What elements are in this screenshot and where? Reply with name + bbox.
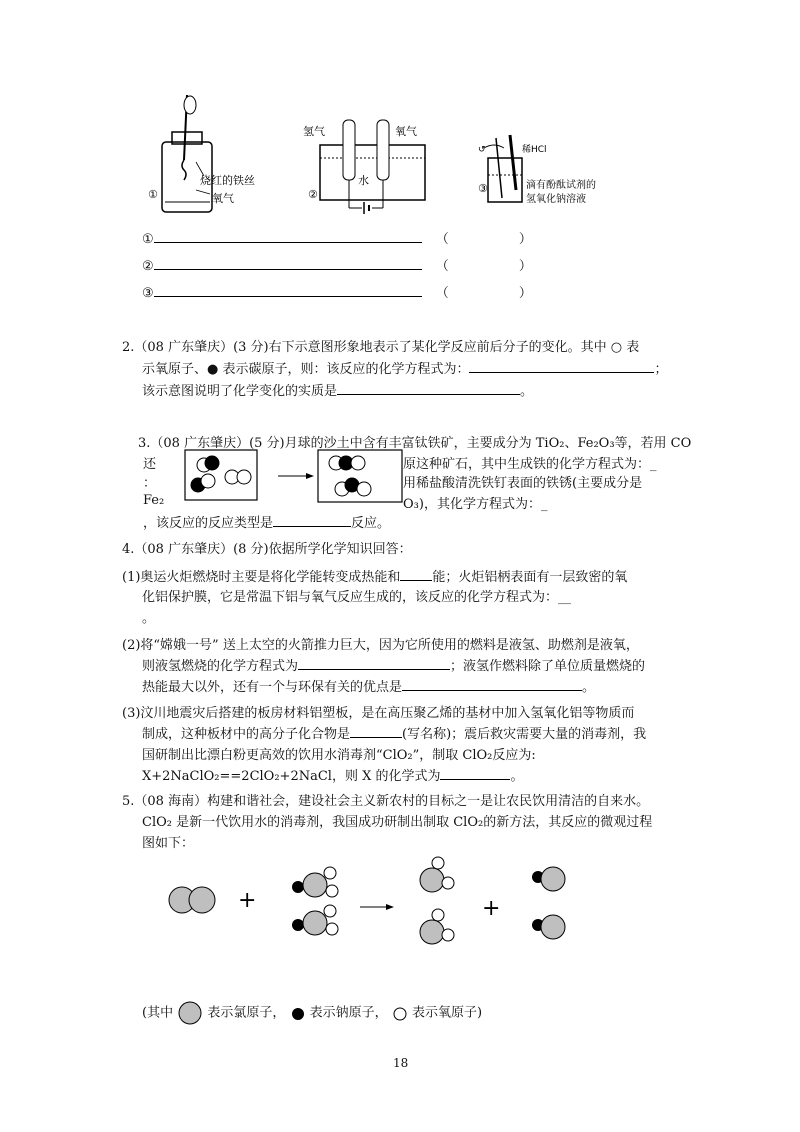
answer-line-2: ② （ ） bbox=[142, 259, 532, 274]
q5-legend: (其中 表示氯原子， 表示钠原子， 表示氧原子) bbox=[142, 1000, 482, 1026]
q4-hydrogen-equation-blank[interactable] bbox=[298, 657, 450, 670]
answer-blank[interactable] bbox=[154, 284, 422, 297]
q2-line1: 2.（08 广东肇庆）(3 分)右下示意图形象地表示了某化学反应前后分子的变化。其中 ○ 表 bbox=[122, 340, 640, 355]
fig1-number: ① bbox=[148, 188, 158, 201]
q3-left-2: ： bbox=[143, 476, 157, 491]
svg-text:↺: ↺ bbox=[478, 145, 486, 155]
electrolysis-figure bbox=[303, 120, 425, 214]
q4-advantage-blank[interactable] bbox=[402, 678, 582, 691]
neutralization-figure bbox=[478, 135, 596, 205]
q4-p3-line1: (3)汶川地震灾后搭建的板房材料铝塑板，是在高压聚乙烯的基材中加入氢氧化铝等物质而 bbox=[122, 706, 635, 721]
fig3-number: ③ bbox=[478, 182, 488, 195]
fig1-gas-label: 氧气 bbox=[212, 192, 234, 205]
q4-p1-line2: 化铝保护膜，它是常温下铝与氧气反应生成的，该反应的化学方程式为：__ bbox=[142, 590, 572, 605]
q3-reaction-type-blank[interactable] bbox=[273, 514, 351, 527]
q2-equation-blank[interactable] bbox=[469, 360, 654, 373]
answer-line-3: ③ （ ） bbox=[142, 286, 532, 301]
q4-p2-line2: 则液氢燃烧的化学方程式为 ；液氢作燃料除了单位质量燃烧的 bbox=[142, 659, 646, 674]
experiment-figures bbox=[140, 90, 596, 215]
q5-plus-1: + bbox=[238, 888, 257, 913]
q2-essence-blank[interactable] bbox=[337, 382, 520, 395]
fig1-wire-label: 烧红的铁丝 bbox=[200, 174, 255, 187]
fig3-solution-label-1: 滴有酚酞试剂的 bbox=[526, 180, 596, 191]
page-number: 18 bbox=[393, 1056, 409, 1070]
q4-p2-line1: (2)将“嫦娥一号” 送上太空的火箭推力巨大，因为它所使用的燃料是液氢、助燃剂是液氧， bbox=[122, 638, 639, 653]
q5-line2: ClO₂ 是新一代饮用水的消毒剂，我国成功研制出制取 ClO₂的新方法，其反应的微观过程 bbox=[142, 815, 653, 830]
q4-formula-blank[interactable] bbox=[440, 767, 510, 780]
q4-p1-line3: 。 bbox=[142, 611, 156, 626]
fig3-acid-label: 稀HCl bbox=[522, 145, 547, 155]
oxygen-atom-icon bbox=[392, 1005, 408, 1021]
fig2-left-label: 氢气 bbox=[303, 125, 325, 138]
q3-molecule-diagram bbox=[184, 449, 404, 505]
q5-reaction-diagram bbox=[160, 855, 600, 955]
fig3-solution-label-2: 氢氧化钠溶液 bbox=[526, 194, 586, 205]
chlorine-atom-icon bbox=[177, 1000, 203, 1026]
q3-right-1: 原这种矿石，其中生成铁的化学方程式为：_ bbox=[403, 457, 657, 472]
q4-p2-line3: 热能最大以外，还有一个与环保有关的优点是 。 bbox=[142, 680, 596, 695]
q4-head: 4.（08 广东肇庆）(8 分)依据所学化学知识回答： bbox=[122, 542, 412, 557]
q5-line1: 5.（08 海南）构建和谐社会，建设社会主义新农村的目标之一是让农民饮用清洁的自来水。 bbox=[122, 794, 650, 809]
answer-blank[interactable] bbox=[154, 257, 422, 270]
q4-p3-line3: 国研制出比漂白粉更高效的饮用水消毒剂“ClO₂”，制取 ClO₂反应为: bbox=[142, 748, 536, 763]
answer-line-1: ① （ ） bbox=[142, 232, 532, 247]
q4-polymer-blank[interactable] bbox=[350, 725, 402, 738]
sodium-atom-icon bbox=[290, 1005, 306, 1021]
q3-right-2: 用稀盐酸清洗铁钉表面的铁锈(主要成分是 bbox=[403, 476, 643, 491]
q4-p3-line2: 制成，这种板材中的高分子化合物是 (写名称)；震后救灾需要大量的消毒剂，我 bbox=[142, 727, 647, 742]
q2-line2: 示氧原子、● 表示碳原子，则：该反应的化学方程式为： ； bbox=[142, 362, 668, 377]
fig2-number: ② bbox=[308, 188, 318, 201]
q3-last-line: ，该反应的反应类型是 反应。 bbox=[143, 516, 391, 531]
q5-plus-2: + bbox=[482, 896, 501, 921]
q4-energy-blank[interactable] bbox=[400, 568, 432, 581]
q3-right-3: O₃)，其化学方程式为：_ bbox=[403, 497, 548, 512]
q3-left-1: 还 bbox=[143, 457, 157, 472]
q4-p1-line1: (1)奥运火炬燃烧时主要是将化学能转变成热能和 能；火炬铝柄表面有一层致密的氧 bbox=[122, 570, 628, 585]
answer-blank[interactable] bbox=[154, 230, 422, 243]
q3-left-3: Fe₂ bbox=[143, 493, 165, 508]
fig2-right-label: 氧气 bbox=[395, 125, 417, 138]
q3-line1: 3.（08 广东肇庆）(5 分)月球的沙土中含有丰富钛铁矿，主要成分为 TiO₂、Fe₂O₃等，若用 CO bbox=[138, 436, 692, 451]
q5-line3: 图如下： bbox=[142, 836, 195, 851]
q2-line3: 该示意图说明了化学变化的实质是 。 bbox=[142, 384, 534, 399]
fig2-water-label: 水 bbox=[358, 174, 369, 187]
q4-p3-line4: X+2NaClO₂==2ClO₂+2NaCl，则 X 的化学式为 。 bbox=[142, 769, 524, 784]
iron-wire-oxygen-figure bbox=[148, 95, 255, 212]
